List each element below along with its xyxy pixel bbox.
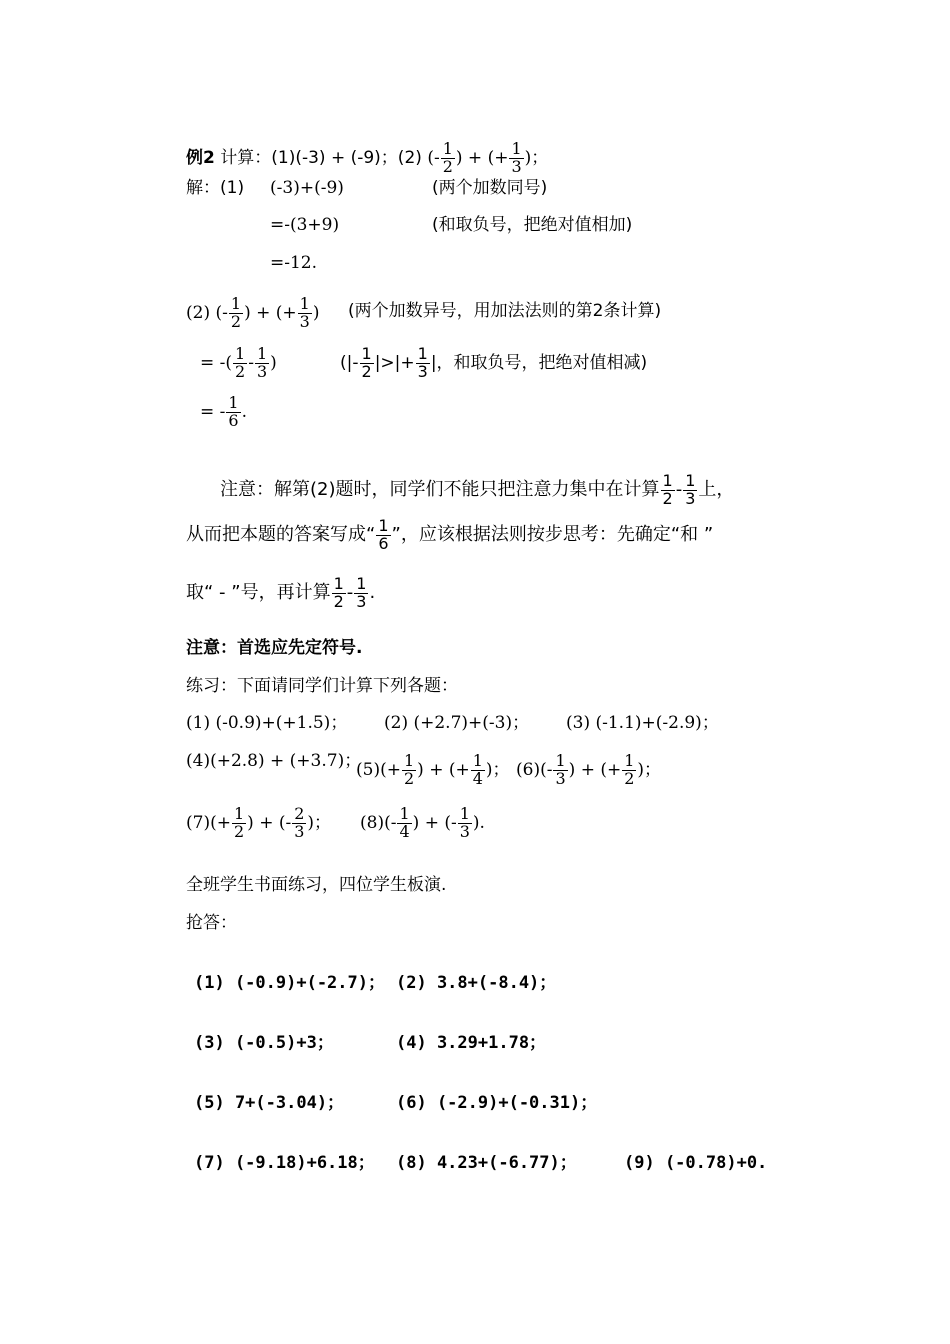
expr-text: ) [270, 352, 277, 373]
expr-text: = - [200, 401, 226, 422]
practice-item-8 [360, 806, 485, 841]
fraction [661, 473, 675, 508]
solution-part2-line1 [186, 296, 319, 331]
fraction-numerator: 1 [233, 804, 245, 823]
expr-text: ) + (- [412, 812, 457, 833]
fraction [332, 576, 346, 611]
solution-step-3-expr: =-12. [270, 253, 318, 273]
solution-step-1-note: (两个加数同号) [432, 178, 548, 198]
attention-line-1-expr [220, 473, 734, 508]
expr-text: ) + (+ [455, 147, 509, 168]
fraction-numerator: 1 [235, 344, 246, 363]
fraction [229, 296, 243, 331]
solution-step-1-expr: (-3)+(-9) [270, 178, 344, 198]
quick-answer-item: (8) 4.23+(-6.77)； [396, 1153, 577, 1173]
expr-text: 从而把本题的答案写成“ [186, 524, 376, 546]
solution-part2-line3 [200, 395, 247, 430]
part2-line1-expr [186, 296, 319, 331]
expr-text: (6)(- [516, 759, 553, 780]
fraction [298, 296, 312, 331]
fraction-denominator: 2 [403, 768, 415, 788]
fraction [416, 346, 430, 381]
fraction-denominator: 6 [378, 533, 389, 553]
quick-answer-item: (1) (-0.9)+(-2.7)； [194, 973, 385, 993]
fraction [233, 346, 247, 381]
fraction-numerator: 1 [662, 471, 673, 490]
fraction-numerator: 1 [230, 294, 242, 313]
practice-item-7 [186, 806, 331, 841]
fraction [471, 753, 485, 788]
expr-text: (2) (- [186, 302, 228, 323]
practice-item-6-expr [516, 753, 661, 788]
part2-line3-expr [200, 395, 247, 430]
fraction [397, 806, 411, 841]
part2-line2-note-expr [340, 346, 647, 381]
expr-text: ). [472, 812, 485, 833]
part2-line1-note: (两个加数异号，用加法法则的第2条计算) [348, 301, 662, 321]
part2-line2-note [340, 346, 647, 381]
class-work-text: 全班学生书面练习，四位学生板演. [186, 875, 447, 895]
fraction [553, 753, 567, 788]
expr-text: ) [312, 302, 320, 323]
fraction-denominator: 2 [442, 156, 453, 176]
example-label: 例2 [186, 147, 215, 168]
practice-item-7-expr [186, 806, 331, 841]
fraction-numerator: 1 [399, 804, 410, 823]
fraction [622, 753, 636, 788]
expr-text: 上， [698, 479, 735, 501]
fraction-denominator: 4 [399, 821, 410, 841]
attention-line-3 [186, 576, 375, 611]
attention-line-3-expr [186, 576, 375, 611]
practice-title: 练习：下面请同学们计算下列各题： [186, 676, 458, 696]
expr-text: ) + (+ [417, 759, 470, 780]
fraction-numerator: 1 [333, 574, 344, 593]
practice-item-5-expr [356, 753, 510, 788]
quick-answer-title: 抢答： [186, 913, 237, 933]
practice-item-8-expr [360, 806, 485, 841]
expr-text: (- [427, 147, 440, 168]
fraction-denominator: 3 [356, 591, 367, 611]
practice-item-1: (1) (-0.9)+(+1.5)； [186, 713, 348, 733]
expr-text: )； [485, 759, 510, 780]
expr-text: |>|+ [374, 352, 415, 373]
fraction [402, 753, 416, 788]
practice-item-5 [356, 753, 510, 788]
quick-answer-item: (6) (-2.9)+(-0.31)； [396, 1093, 598, 1113]
quick-answer-item: (5) 7+(-3.04)； [194, 1093, 345, 1113]
solution-prefix: 解：(1) [186, 178, 245, 198]
practice-item-3: (3) (-1.1)+(-2.9)； [566, 713, 719, 733]
fraction-numerator: 1 [228, 393, 239, 412]
fraction-denominator: 2 [233, 821, 245, 841]
fraction-numerator: 1 [417, 344, 428, 363]
fraction [292, 806, 306, 841]
solution-part2-line2 [200, 346, 277, 381]
expr-text: = -( [200, 352, 233, 373]
fraction-denominator: 3 [511, 156, 522, 176]
example-intro: 计算：(1)(-3) + (-9)；(2) [220, 147, 422, 168]
fraction-denominator: 2 [230, 311, 242, 331]
expr-text: . [369, 582, 376, 604]
quick-answer-item: (3) (-0.5)+3； [194, 1033, 334, 1053]
fraction-numerator: 1 [555, 751, 566, 770]
expr-text: - [675, 479, 683, 501]
fraction [509, 141, 523, 176]
fraction-denominator: 2 [235, 361, 246, 381]
attention-line-1 [220, 473, 734, 508]
quick-answer-item: (7) (-9.18)+6.18； [194, 1153, 375, 1173]
fraction-denominator: 3 [256, 361, 268, 381]
fraction [226, 395, 240, 430]
practice-item-6 [516, 753, 661, 788]
fraction [354, 576, 368, 611]
fraction-numerator: 1 [378, 516, 389, 535]
fraction-numerator: 1 [685, 471, 696, 490]
expr-text: (|- [340, 352, 359, 373]
expr-text: ”，应该根据法则按步思考：先确定“和 ” [391, 524, 714, 546]
expr-text: (7)(+ [186, 812, 231, 833]
example-heading-line [186, 141, 548, 176]
fraction-denominator: 3 [417, 361, 428, 381]
practice-item-2: (2) (+2.7)+(-3)； [384, 713, 530, 733]
expr-text: - [248, 352, 254, 373]
fraction-denominator: 2 [333, 591, 344, 611]
solution-step-2-note: (和取负号，把绝对值相加) [432, 215, 633, 235]
note-sign-first: 注意：首选应先定符号. [186, 638, 363, 658]
fraction [232, 806, 246, 841]
expr-text: ) + (+ [244, 302, 297, 323]
practice-item-4-expr [186, 753, 361, 770]
quick-answer-item: (4) 3.29+1.78； [396, 1033, 547, 1053]
expr-text: 注意：解第(2)题时，同学们不能只把注意力集中在计算 [220, 479, 660, 501]
fraction-numerator: 1 [356, 574, 367, 593]
fraction-numerator: 1 [361, 344, 372, 363]
expr-text: (5)(+ [356, 759, 401, 780]
fraction-numerator: 1 [442, 139, 453, 158]
quick-answer-item: (9) (-0.78)+0. [624, 1153, 768, 1173]
fraction-denominator: 3 [299, 311, 310, 331]
fraction-numerator: 1 [403, 751, 415, 770]
solution-step-2-expr: =-(3+9) [270, 215, 340, 235]
fraction-numerator: 1 [511, 139, 522, 158]
expr-text: )； [637, 759, 662, 780]
fraction-numerator: 2 [294, 804, 305, 823]
fraction-numerator: 1 [459, 804, 470, 823]
quick-answer-item: (2) 3.8+(-8.4)； [396, 973, 557, 993]
fraction [376, 518, 390, 553]
attention-line-2 [186, 518, 713, 553]
fraction-denominator: 3 [685, 488, 696, 508]
fraction-denominator: 6 [228, 410, 239, 430]
fraction-denominator: 3 [459, 821, 470, 841]
fraction [360, 346, 374, 381]
fraction-denominator: 2 [662, 488, 673, 508]
fraction-denominator: 4 [472, 768, 483, 788]
expr-text: ) + (- [247, 812, 292, 833]
fraction-denominator: 3 [555, 768, 566, 788]
expr-text: ) + (+ [568, 759, 622, 780]
expr-text: |，和取负号，把绝对值相减) [430, 352, 648, 373]
expr-text: (4)(+2.8) + (+3.7)； [186, 751, 362, 771]
fraction-numerator: 1 [299, 294, 310, 313]
fraction-numerator: 1 [256, 344, 268, 363]
expr-text: . [241, 401, 247, 422]
fraction-numerator: 1 [472, 751, 483, 770]
fraction [458, 806, 472, 841]
part2-line2-expr [200, 346, 277, 381]
expr-text: )； [524, 147, 549, 168]
example-q2-expr [427, 141, 548, 176]
fraction [255, 346, 269, 381]
expr-text: (8)(- [360, 812, 397, 833]
fraction-denominator: 3 [294, 821, 305, 841]
attention-line-2-expr [186, 518, 713, 553]
fraction-numerator: 1 [624, 751, 635, 770]
expr-text: 取“ - ”号，再计算 [186, 582, 331, 604]
expr-text: - [346, 582, 354, 604]
fraction-denominator: 2 [361, 361, 372, 381]
fraction [683, 473, 697, 508]
fraction-denominator: 2 [624, 768, 635, 788]
practice-item-4 [186, 753, 361, 770]
expr-text: )； [307, 812, 332, 833]
fraction [441, 141, 455, 176]
